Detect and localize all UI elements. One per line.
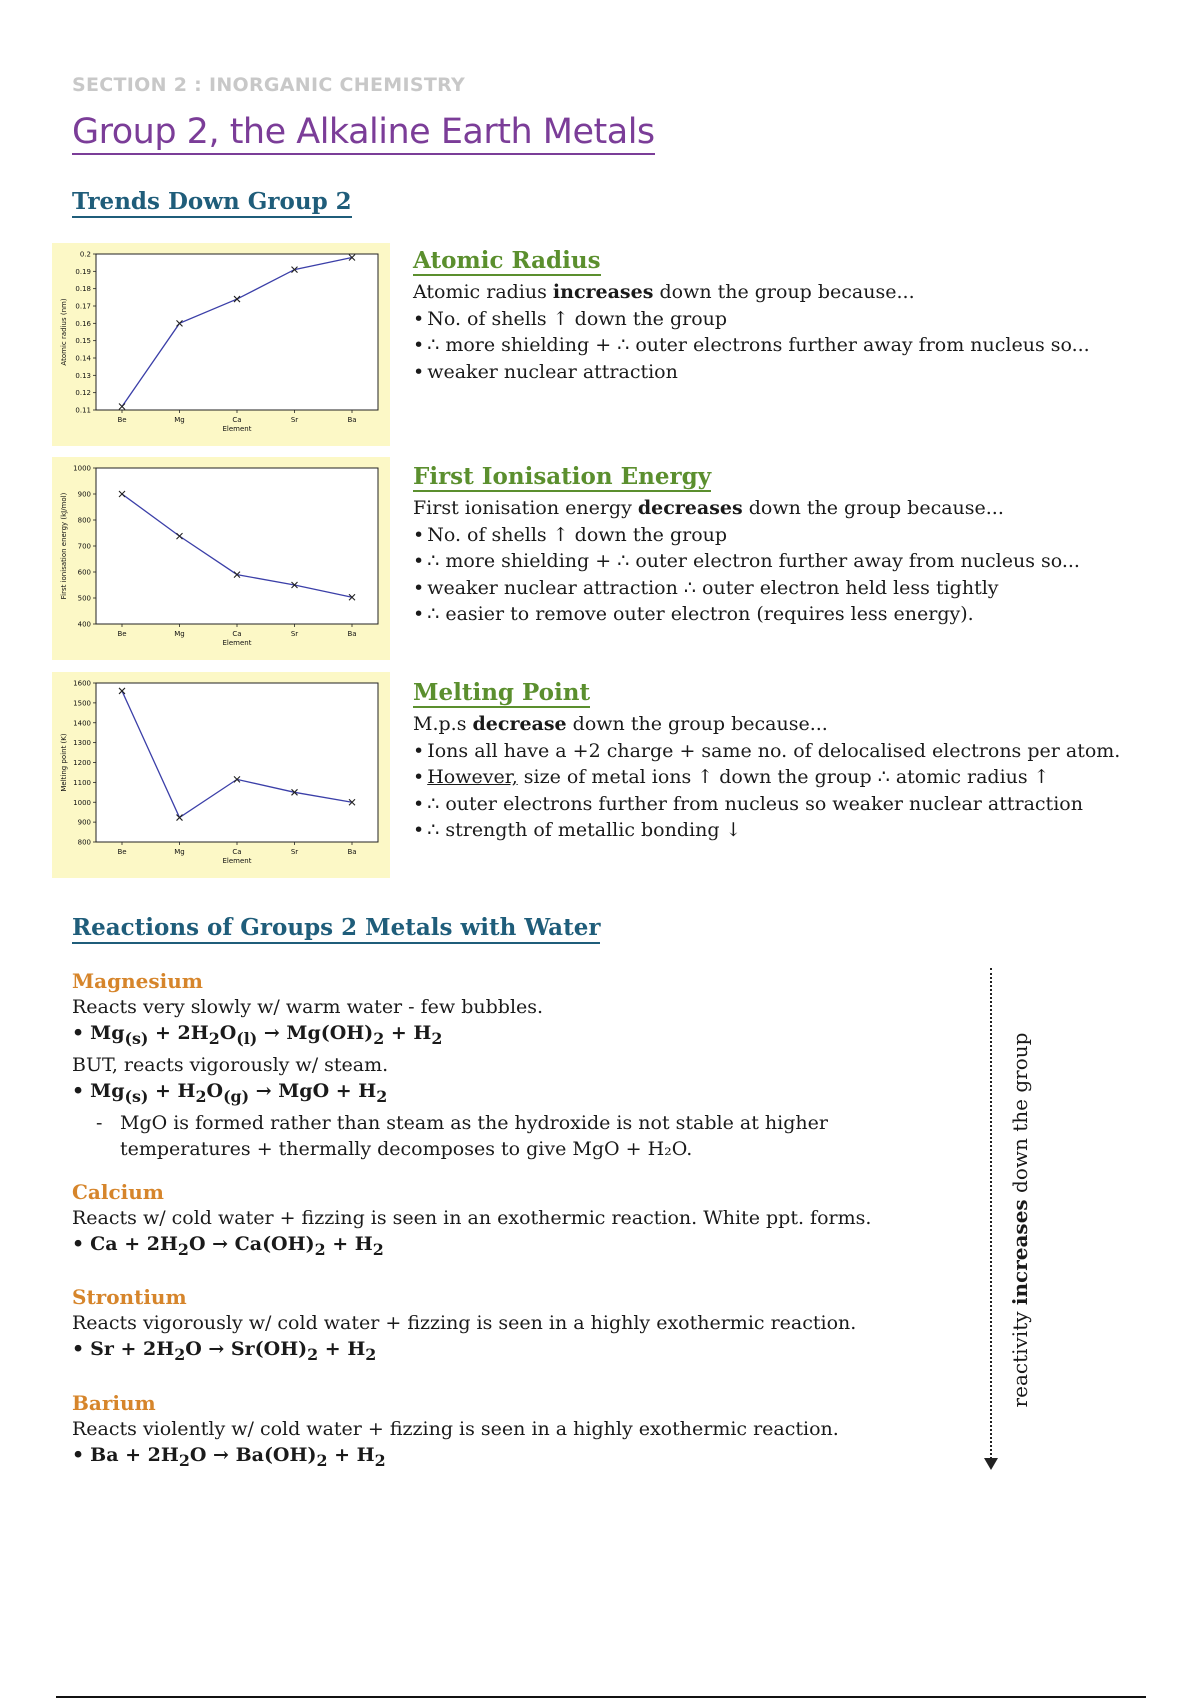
y-tick-label: 0.2 [79, 250, 91, 259]
y-tick-label: 800 [77, 516, 91, 525]
reactivity-arrow-line [990, 968, 992, 1463]
calcium-heading: Calcium [72, 1180, 164, 1204]
list-item: • ∴ more shielding + ∴ outer electrons further away from nucleus so... [413, 332, 1173, 359]
atomic-radius-chart [52, 243, 390, 446]
y-tick-label: 0.19 [75, 267, 91, 276]
list-item: • However, size of metal ions ↑ down the group ∴ atomic radius ↑ [413, 764, 1173, 791]
ionisation-energy-chart-svg [52, 457, 390, 660]
list-item: • weaker nuclear attraction [413, 359, 1173, 386]
strontium-line1: Reacts vigorously w/ cold water + fizzing is seen in a highly exothermic reaction. [72, 1312, 857, 1334]
x-tick-label: Ba [347, 630, 357, 638]
y-tick-label: 1200 [73, 759, 91, 767]
x-axis-label: Element [222, 425, 252, 433]
calcium-line1: Reacts w/ cold water + fizzing is seen in an exothermic reaction. White ppt. forms. [72, 1207, 872, 1229]
ionisation-energy-title: First Ionisation Energy [413, 463, 712, 490]
barium-section [72, 1390, 962, 1474]
list-item: • No. of shells ↑ down the group [413, 306, 1173, 333]
magnesium-steam-equation: • $Mg_{(s)} + H_2O_{(g)}$ → MgO + $H_2$ [72, 1079, 388, 1106]
x-tick-label: Ba [347, 416, 357, 424]
x-tick-label: Ca [232, 630, 242, 638]
y-tick-label: 1500 [73, 699, 91, 708]
y-axis-label: Melting point (K) [60, 733, 68, 792]
y-tick-label: 0.13 [75, 371, 91, 380]
ionisation-energy-section [413, 464, 1173, 628]
x-tick-label: Be [117, 630, 127, 638]
melting-point-title: Melting Point [413, 679, 591, 706]
y-tick-label: 1100 [73, 778, 91, 787]
y-tick-label: 500 [77, 594, 91, 603]
y-tick-label: 1000 [73, 464, 91, 473]
reactivity-arrow-head [984, 1458, 998, 1470]
x-tick-label: Ca [232, 416, 242, 424]
y-tick-label: 0.16 [75, 319, 91, 328]
list-item: • ∴ more shielding + ∴ outer electron further away from nucleus so... [413, 548, 1173, 575]
atomic-radius-section [413, 248, 1173, 385]
x-tick-label: Sr [290, 630, 299, 638]
melting-point-section [413, 680, 1173, 844]
atomic-radius-chart-svg [52, 243, 390, 446]
y-tick-label: 900 [77, 818, 91, 827]
y-tick-label: 0.15 [75, 337, 91, 346]
y-tick-label: 800 [77, 838, 91, 847]
list-item: • ∴ easier to remove outer electron (requires less energy). [413, 601, 1173, 628]
strontium-heading: Strontium [72, 1285, 187, 1309]
x-tick-label: Ca [232, 848, 242, 856]
list-item: • weaker nuclear attraction ∴ outer electron held less tightly [413, 575, 1173, 602]
barium-heading: Barium [72, 1391, 156, 1415]
x-tick-label: Mg [174, 630, 185, 638]
plot-area [96, 254, 378, 410]
melting-point-intro: M.p.s decrease down the group because... [413, 713, 828, 735]
y-tick-label: 0.11 [75, 406, 91, 415]
x-tick-label: Ba [347, 848, 357, 856]
barium-equation: • $Ba + 2H_2O \to Ba(OH)_2 + H_2$ [72, 1444, 386, 1470]
y-tick-label: 600 [77, 568, 91, 577]
melting-point-chart [52, 672, 390, 878]
plot-area [96, 683, 378, 842]
y-tick-label: 1000 [73, 798, 91, 807]
melting-point-chart-svg [52, 672, 390, 878]
page-title: Group 2, the Alkaline Earth Metals [72, 112, 655, 155]
list-item: • ∴ strength of metallic bonding ↓ [413, 817, 1173, 844]
x-tick-label: Sr [290, 848, 299, 856]
calcium-section [72, 1179, 962, 1263]
y-tick-label: 700 [77, 542, 91, 551]
x-axis-label: Element [222, 857, 252, 865]
x-tick-label: Be [117, 848, 127, 856]
magnesium-line2: BUT, reacts vigorously w/ steam. [72, 1053, 389, 1076]
x-tick-label: Mg [174, 416, 185, 424]
however-word: However, [427, 766, 518, 788]
ionisation-energy-intro: First ionisation energy decreases down the group because... [413, 497, 1004, 519]
calcium-equation: • $Ca + 2H_2O \to Ca(OH)_2 + H_2$ [72, 1233, 384, 1259]
strontium-section [72, 1284, 962, 1368]
atomic-radius-title: Atomic Radius [413, 247, 601, 274]
list-item: • No. of shells ↑ down the group [413, 522, 1173, 549]
strontium-equation: • $Sr + 2H_2O \to Sr(OH)_2 + H_2$ [72, 1338, 377, 1364]
x-tick-label: Be [117, 416, 127, 424]
atomic-radius-intro: Atomic radius increases down the group because... [413, 281, 915, 303]
ionisation-energy-chart [52, 457, 390, 660]
barium-line1: Reacts violently w/ cold water + fizzing is seen in a highly exothermic reaction. [72, 1418, 839, 1440]
y-tick-label: 1600 [73, 679, 91, 688]
y-axis-label: Atomic radius (nm) [60, 298, 68, 366]
list-item: • Ions all have a +2 charge + same no. of delocalised electrons per atom. [413, 738, 1173, 765]
x-axis-label: Element [222, 639, 252, 647]
magnesium-section [72, 968, 962, 1162]
footer-rule [56, 1696, 1146, 1698]
y-tick-label: 900 [77, 490, 91, 499]
trends-heading: Trends Down Group 2 [72, 188, 352, 218]
x-tick-label: Mg [174, 848, 185, 856]
y-axis-label: First ionisation energy (kJ/mol) [60, 492, 68, 600]
y-tick-label: 400 [77, 620, 91, 629]
reactions-heading: Reactions of Groups 2 Metals with Water [72, 914, 600, 944]
x-tick-label: Sr [290, 416, 299, 424]
y-tick-label: 0.17 [75, 302, 91, 311]
section-label: SECTION 2 : INORGANIC CHEMISTRY [72, 74, 466, 96]
y-tick-label: 0.18 [75, 285, 91, 294]
magnesium-note: - MgO is formed rather than steam as the hydroxide is not stable at higher temperatures + thermally decomposes to give MgO + H₂O. [96, 1111, 828, 1160]
list-item: • ∴ outer electrons further from nucleus so weaker nuclear attraction [413, 791, 1173, 818]
y-tick-label: 1400 [73, 719, 91, 728]
y-tick-label: 1300 [73, 739, 91, 748]
y-tick-label: 0.14 [75, 354, 91, 363]
reactivity-label: reactivity increases down the group [1008, 1032, 1032, 1408]
y-tick-label: 0.12 [75, 389, 91, 398]
magnesium-water-equation: • $Mg_{(s)} + 2H_2O_{(l)} \to Mg(OH)_2 + H_2$ [72, 1022, 443, 1048]
magnesium-line1: Reacts very slowly w/ warm water - few bubbles. [72, 996, 544, 1018]
plot-area [96, 468, 378, 624]
magnesium-heading: Magnesium [72, 969, 203, 993]
